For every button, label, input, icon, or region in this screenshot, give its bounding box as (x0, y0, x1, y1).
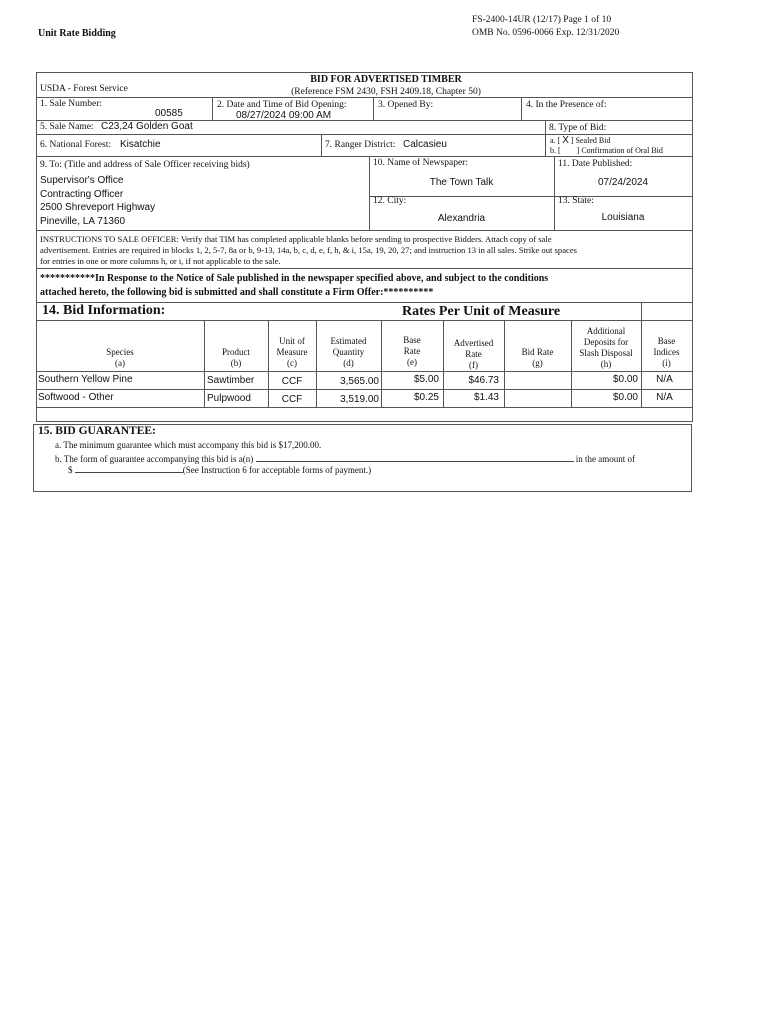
sale-officer-address[interactable] (40, 174, 155, 228)
address-line: Supervisor's Office (40, 175, 124, 186)
omb-number: OMB No. 0596-0066 Exp. 12/31/2020 (472, 28, 620, 38)
address-line: Pineville, LA 71360 (40, 215, 126, 227)
date-published-field[interactable]: 07/24/2024 (597, 177, 649, 188)
ranger-district-label: 7. Ranger District: (325, 140, 396, 150)
ranger-district-field[interactable]: Calcasieu (403, 139, 447, 150)
bid-rate-input[interactable] (505, 390, 570, 406)
instruction-line: INSTRUCTIONS TO SALE OFFICER: Verify that TIM has completed applicable blanks before sending to prospective Bidders. Attach copy of sale (40, 234, 552, 244)
dollar-sign: $ (68, 465, 73, 475)
form-reference: (Reference FSM 2430, FSH 2409.18, Chapter 50) (291, 87, 481, 97)
column-header-bid-rate: Bid Rate (g) (521, 347, 554, 368)
national-forest-field[interactable]: Kisatchie (120, 139, 161, 150)
sealed-bid-text: ] Sealed Bid (570, 136, 611, 145)
quantity-cell: 3,519.00 (340, 394, 379, 405)
sealed-bid-check-mark: X (562, 135, 569, 146)
guarantee-amount-input[interactable] (75, 463, 183, 473)
bid-guarantee-heading: 15. BID GUARANTEE: (38, 425, 156, 437)
minimum-guarantee-text: a. The minimum guarantee which must accompany this bid is $17,200.00. (55, 440, 322, 450)
newspaper-label: 10. Name of Newspaper: (373, 158, 468, 168)
bid-information-heading: 14. Bid Information: (42, 303, 166, 318)
advertised-rate-cell: $46.73 (468, 375, 499, 386)
form-id: FS-2400-14UR (12/17) Page 1 of 10 (472, 15, 612, 25)
state-label: 13. State: (558, 196, 594, 206)
product-cell: Sawtimber (207, 375, 255, 386)
bid-type-oral[interactable] (550, 146, 663, 156)
national-forest-label: 6. National Forest: (40, 140, 111, 150)
bid-type-sealed[interactable] (550, 136, 610, 146)
agency-name: USDA - Forest Service (40, 84, 128, 94)
state-field[interactable]: Louisiana (601, 212, 645, 223)
city-label: 12. City: (373, 196, 407, 206)
sale-number-label: 1. Sale Number: (40, 99, 103, 109)
bid-rate-input[interactable] (505, 372, 570, 388)
deposits-cell: $0.00 (612, 374, 638, 385)
city-field[interactable]: Alexandria (437, 213, 486, 224)
bid-opening-field[interactable]: 08/27/2024 09:00 AM (236, 110, 332, 121)
column-header-unit: Unit of Measure (c) (276, 336, 308, 368)
firm-offer-line: ***********In Response to the Notice of Sale published in the newspaper specified above, and subject to the conditions (40, 273, 549, 284)
address-line: 2500 Shreveport Highway (40, 202, 156, 213)
sale-officer-instructions (40, 234, 688, 267)
opened-by-label: 3. Opened By: (378, 100, 434, 110)
indices-cell: N/A (656, 374, 673, 385)
sealed-bid-bracket: a. [ (550, 136, 561, 145)
column-header-quantity: Estimated Quantity (d) (330, 336, 367, 368)
advertised-rate-cell: $1.43 (473, 392, 499, 403)
species-cell: Southern Yellow Pine (38, 374, 133, 385)
sale-name-label: 5. Sale Name: (40, 122, 94, 132)
date-published-label: 11. Date Published: (558, 159, 633, 169)
sale-number-field[interactable]: 00585 (155, 108, 183, 119)
deposits-cell: $0.00 (612, 392, 638, 403)
presence-label: 4. In the Presence of: (526, 100, 607, 110)
base-rate-cell: $5.00 (413, 374, 439, 385)
oral-bid-text: ] Confirmation of Oral Bid (576, 146, 663, 155)
indices-cell: N/A (656, 392, 673, 403)
guarantee-amount-text: in the amount of (575, 454, 636, 464)
bid-opening-label: 2. Date and Time of Bid Opening: (217, 100, 347, 110)
column-header-deposits: Additional Deposits for Slash Disposal (h) (579, 326, 633, 369)
payment-instruction-text: (See Instruction 6 for acceptable forms of payment.) (182, 465, 372, 475)
base-rate-cell: $0.25 (413, 392, 439, 403)
quantity-cell: 3,565.00 (340, 376, 379, 387)
form-type-title: Unit Rate Bidding (38, 28, 116, 39)
unit-cell: CCF (281, 376, 303, 387)
instruction-line: advertisement. Entries are required in blocks 1, 2, 5-7, 8a or b, 9-13, 14a, b, c, d, e, f, h, & i, 15a, 19, 20, 27; and instruction 13 in all sales. Strike out spaces (40, 245, 577, 255)
column-header-indices: Base Indices (i) (653, 336, 680, 368)
product-cell: Pulpwood (207, 393, 251, 404)
column-header-base-rate: Base Rate (e) (403, 335, 421, 367)
newspaper-field[interactable]: The Town Talk (429, 177, 494, 188)
form-title: BID FOR ADVERTISED TIMBER (310, 74, 462, 85)
firm-offer-line: attached hereto, the following bid is submitted and shall constitute a Firm Offer:********** (40, 286, 434, 298)
address-line: Contracting Officer (40, 188, 124, 200)
firm-offer-statement (40, 272, 688, 299)
column-header-species: Species (a) (106, 347, 134, 368)
instruction-line: for entries in one or more columns h, or i, if not applicable to the sale. (40, 256, 281, 266)
rates-heading: Rates Per Unit of Measure (402, 304, 561, 319)
column-header-product: Product (b) (222, 347, 250, 368)
species-cell: Softwood - Other (38, 392, 114, 403)
guarantee-amount-line (68, 463, 371, 475)
sale-name-field[interactable]: C23,24 Golden Goat (101, 121, 193, 132)
bid-type-label: 8. Type of Bid: (549, 123, 607, 133)
sale-officer-label: 9. To: (Title and address of Sale Officer receiving bids) (40, 160, 250, 170)
guarantee-form-text: b. The form of guarantee accompanying this bid is a(n) (55, 454, 254, 464)
unit-cell: CCF (281, 394, 303, 405)
oral-bid-bracket: b. [ (550, 146, 561, 155)
guarantee-form-input[interactable] (256, 452, 574, 462)
column-header-advertised-rate: Advertised Rate (f) (453, 338, 494, 370)
